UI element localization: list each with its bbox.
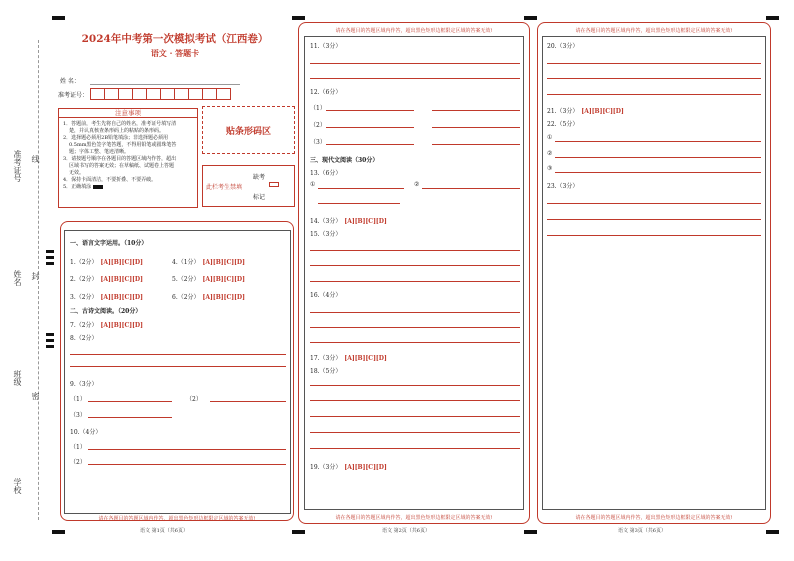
digit-box[interactable]	[202, 88, 217, 100]
page3-warning-bottom: 请在各题目的答题区域内作答，超出黑色矩形边框限定区域的答案无效!	[575, 515, 733, 521]
barcode-area	[202, 106, 295, 154]
answer-line[interactable]	[310, 78, 520, 79]
side-name: 姓名	[13, 270, 22, 286]
answer-line[interactable]	[432, 144, 520, 145]
q5-label: 5.（2分）	[172, 276, 200, 283]
answer-line[interactable]	[88, 401, 172, 402]
answer-line[interactable]	[555, 141, 761, 142]
q4	[172, 257, 245, 266]
digit-box[interactable]	[160, 88, 175, 100]
q5	[172, 274, 245, 283]
timing-mark	[766, 530, 779, 534]
q21-options[interactable]: [A][B][C][D]	[581, 108, 624, 115]
answer-line[interactable]	[88, 417, 172, 418]
q6-options[interactable]: [A][B][C][D]	[202, 294, 245, 301]
page1-footer: 语文 第1页（共6页）	[140, 528, 188, 534]
q22-3-label: ③	[547, 165, 553, 172]
q7-options[interactable]: [A][B][C][D]	[100, 322, 143, 329]
q8-label: 8.（2分）	[70, 335, 98, 342]
q13-label: 13.（6分）	[310, 170, 342, 177]
q17-label: 17.（3分）	[310, 355, 342, 362]
q7	[70, 320, 143, 329]
answer-line[interactable]	[547, 63, 761, 64]
notes-line: 题；字体工整、笔迹清晰。	[69, 149, 130, 155]
q2	[70, 274, 143, 283]
notes-title: 注意事项	[59, 109, 197, 118]
timing-mark	[46, 339, 54, 342]
answer-line[interactable]	[88, 449, 286, 450]
page2-warning-bottom: 请在各题目的答题区域内作答，超出黑色矩形边框限定区域的答案无效!	[335, 515, 493, 521]
q18-label: 18.（5分）	[310, 368, 342, 375]
answer-line[interactable]	[210, 401, 286, 402]
page2-inner-frame	[304, 36, 524, 510]
timing-mark	[524, 16, 537, 20]
page-title: 2024年中考第一次模拟考试（江西卷）	[81, 33, 269, 45]
answer-line[interactable]	[310, 312, 520, 313]
binding-line	[38, 40, 39, 520]
notes-line	[63, 184, 193, 191]
fill-example-label: 5．正确填涂	[63, 184, 92, 190]
answer-line[interactable]	[326, 144, 414, 145]
q1-label: 1.（2分）	[70, 259, 98, 266]
absent-box	[202, 165, 295, 207]
answer-line[interactable]	[310, 342, 520, 343]
q14-label: 14.（3分）	[310, 218, 342, 225]
answer-line[interactable]	[547, 235, 761, 236]
notes-line: 楚，并认真核查条形码上的粘贴的条形码。	[69, 128, 165, 134]
q6-label: 6.（2分）	[172, 294, 200, 301]
q3-label: 3.（2分）	[70, 294, 98, 301]
timing-mark	[46, 250, 54, 253]
answer-line[interactable]	[310, 416, 520, 417]
q3	[70, 292, 143, 301]
notes-line: 4．保持卡面清洁，不要折叠、不要弄破。	[63, 177, 157, 183]
q22-2-label: ②	[547, 150, 553, 157]
q19	[310, 462, 387, 471]
page3-warning-top: 请在各题目的答题区域内作答，超出黑色矩形边框限定区域的答案无效!	[575, 28, 733, 34]
exam-no-label: 准考证号：	[58, 92, 89, 99]
answer-line[interactable]	[310, 327, 520, 328]
answer-line[interactable]	[310, 432, 520, 433]
page3-footer: 语文 第3页（共6页）	[618, 528, 666, 534]
q10-label: 10.（4分）	[70, 429, 102, 436]
timing-mark	[52, 530, 65, 534]
notes-line: 3．请按题号顺序在各题目的答题区域内作答，超出	[63, 156, 177, 162]
timing-mark	[46, 345, 54, 348]
q23-label: 23.（3分）	[547, 183, 579, 190]
answer-line[interactable]	[555, 157, 761, 158]
digit-box[interactable]	[118, 88, 133, 100]
fill-example-mark	[93, 185, 103, 189]
section3-heading: 三、现代文阅读（30分）	[310, 157, 379, 164]
digit-box[interactable]	[174, 88, 189, 100]
timing-mark	[292, 16, 305, 20]
q10-2-label: （2）	[70, 459, 86, 466]
page2-footer: 语文 第2页（共6页）	[382, 528, 430, 534]
q17-options[interactable]: [A][B][C][D]	[344, 355, 387, 362]
q3-options[interactable]: [A][B][C][D]	[100, 294, 143, 301]
q21-label: 21.（3分）	[547, 108, 579, 115]
answer-line[interactable]	[432, 127, 520, 128]
q7-label: 7.（2分）	[70, 322, 98, 329]
page1-warning: 请在各题目的答题区域内作答，超出黑色矩形边框限定区域的答案无效!	[98, 516, 256, 522]
exam-no-boxes[interactable]	[90, 88, 230, 100]
side-line-word: 线	[31, 155, 40, 163]
answer-line[interactable]	[432, 110, 520, 111]
page1-inner-frame	[64, 230, 291, 514]
q9-3-label: （3）	[70, 412, 86, 419]
answer-line[interactable]	[310, 400, 520, 401]
side-school: 学校	[13, 478, 22, 494]
answer-line[interactable]	[547, 219, 761, 220]
timing-mark	[292, 530, 305, 534]
timing-mark	[46, 256, 54, 259]
timing-mark	[46, 262, 54, 265]
digit-box[interactable]	[132, 88, 147, 100]
q19-label: 19.（3分）	[310, 464, 342, 471]
q9-2-label: （2）	[186, 396, 202, 403]
q15-label: 15.（3分）	[310, 231, 342, 238]
q6	[172, 292, 245, 301]
page2-warning-top: 请在各题目的答题区域内作答，超出黑色矩形边框限定区域的答案无效!	[335, 28, 493, 34]
answer-line[interactable]	[318, 203, 400, 204]
answer-line[interactable]	[88, 464, 286, 465]
answer-line[interactable]	[422, 188, 520, 189]
notes-line: 区域书写的答案无效；在草稿纸、试题卷上答题	[69, 163, 175, 169]
q5-options[interactable]: [A][B][C][D]	[202, 276, 245, 283]
q16-label: 16.（4分）	[310, 292, 342, 299]
q9-label: 9.（3分）	[70, 381, 98, 388]
q12-2-label: （2）	[310, 122, 326, 129]
absent-mark-bottom: 标记	[253, 194, 266, 201]
answer-line[interactable]	[70, 366, 286, 367]
answer-line[interactable]	[547, 94, 761, 95]
answer-line[interactable]	[310, 265, 520, 266]
q14-options[interactable]: [A][B][C][D]	[344, 218, 387, 225]
answer-line[interactable]	[310, 281, 520, 282]
absent-label: 此栏考生禁填	[206, 184, 243, 191]
name-label: 姓 名：	[60, 78, 80, 85]
q20-label: 20.（3分）	[547, 43, 579, 50]
answer-line[interactable]	[310, 63, 520, 64]
answer-line[interactable]	[547, 78, 761, 79]
timing-mark	[524, 530, 537, 534]
digit-box[interactable]	[104, 88, 119, 100]
notes-line: 2．选择题必须用2B铅笔填涂；非选择题必须用	[63, 135, 169, 141]
q13-a-label: ①	[310, 181, 316, 188]
q13-b-label: ②	[414, 181, 420, 188]
side-exam-no: 准考证号	[13, 150, 22, 182]
notes-line: 0.5mm黑色签字笔答题，不得用铅笔或圆珠笔答	[69, 142, 177, 148]
q1-options[interactable]: [A][B][C][D]	[100, 259, 143, 266]
q9-1-label: （1）	[70, 396, 86, 403]
section1-heading: 一、语言文字运用。（10分）	[70, 240, 148, 247]
q2-label: 2.（2分）	[70, 276, 98, 283]
notes-box	[58, 108, 198, 208]
q22-label: 22.（5分）	[547, 121, 579, 128]
answer-line[interactable]	[310, 448, 520, 449]
notes-line: 1．答题前，考生先将自己的姓名，准考证号填写清	[63, 121, 177, 127]
timing-mark	[766, 16, 779, 20]
side-seal-word: 封	[31, 272, 40, 280]
digit-box[interactable]	[146, 88, 161, 100]
q4-options[interactable]: [A][B][C][D]	[202, 259, 245, 266]
answer-line[interactable]	[310, 250, 520, 251]
answer-line[interactable]	[555, 172, 761, 173]
timing-mark	[52, 16, 65, 20]
answer-line[interactable]	[547, 203, 761, 204]
answer-line[interactable]	[310, 385, 520, 386]
q21	[547, 106, 624, 115]
absent-mark-top: 缺考	[253, 174, 266, 181]
timing-mark	[46, 333, 54, 336]
side-class: 班级	[13, 370, 22, 386]
q19-options[interactable]: [A][B][C][D]	[344, 464, 387, 471]
answer-line[interactable]	[326, 110, 414, 111]
answer-line[interactable]	[318, 188, 404, 189]
absent-checkbox[interactable]	[269, 182, 279, 187]
side-secret-word: 密	[31, 392, 40, 400]
notes-line: 无效。	[69, 170, 85, 176]
q17	[310, 353, 387, 362]
section2-heading: 二、古诗文阅读。（20分）	[70, 308, 142, 315]
barcode-label: 贴条形码区	[225, 127, 271, 137]
q2-options[interactable]: [A][B][C][D]	[100, 276, 143, 283]
digit-box[interactable]	[90, 88, 105, 100]
q22-1-label: ①	[547, 134, 553, 141]
answer-line[interactable]	[326, 127, 414, 128]
page-subtitle: 语文 · 答题卡	[150, 48, 200, 58]
q12-1-label: （1）	[310, 105, 326, 112]
digit-box[interactable]	[216, 88, 231, 100]
q12-3-label: （3）	[310, 139, 326, 146]
q1	[70, 257, 143, 266]
q14	[310, 216, 387, 225]
q11-label: 11.（3分）	[310, 43, 342, 50]
q12-label: 12.（6分）	[310, 89, 342, 96]
q10-1-label: （1）	[70, 444, 86, 451]
answer-line[interactable]	[70, 354, 286, 355]
digit-box[interactable]	[188, 88, 203, 100]
name-field[interactable]	[90, 84, 240, 85]
q4-label: 4.（1分）	[172, 259, 200, 266]
